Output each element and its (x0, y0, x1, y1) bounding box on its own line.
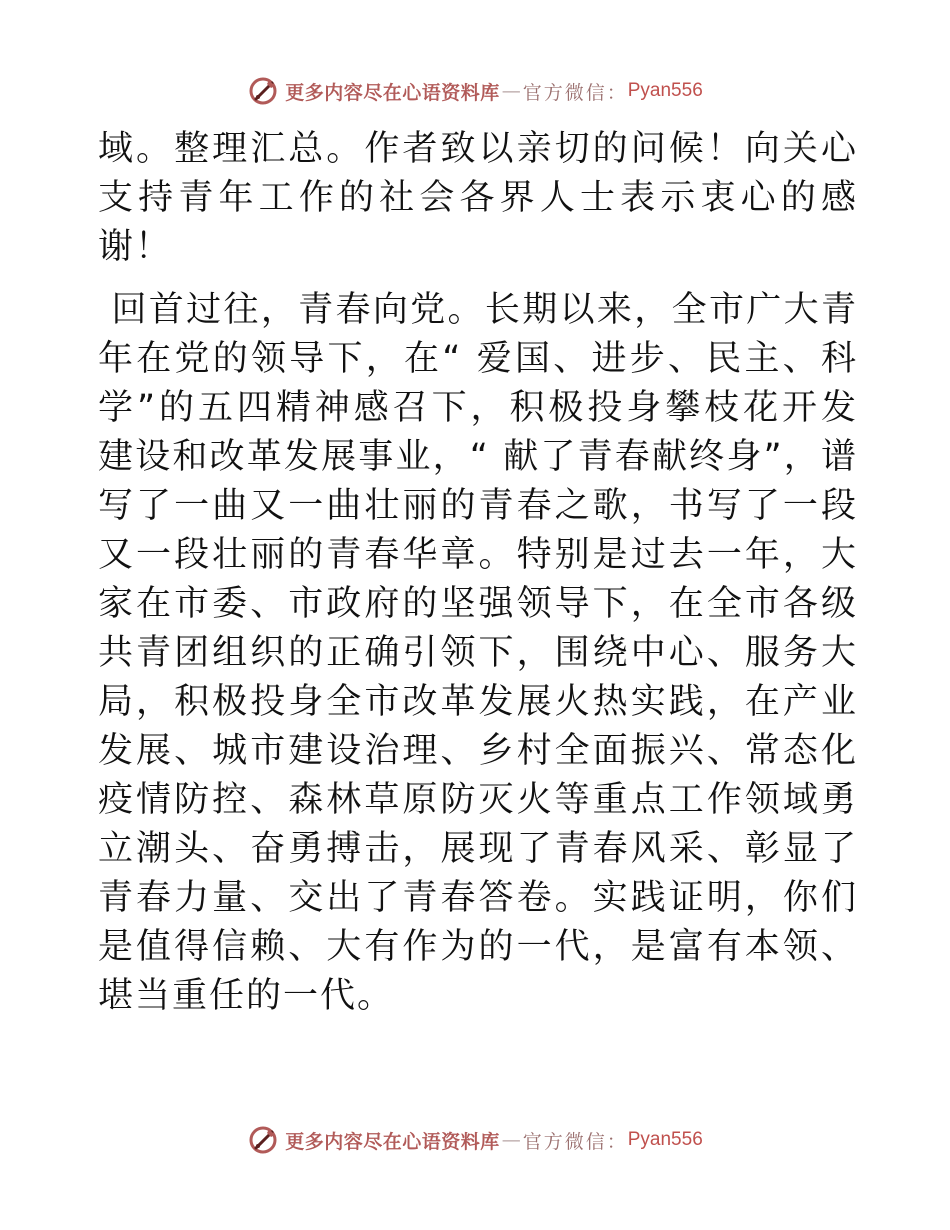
paragraph-1: 域。整理汇总。作者致以亲切的问候！向关心支持青年工作的社会各界人士表示衷心的感谢！ (98, 129, 858, 267)
pen-logo-icon (247, 1123, 281, 1157)
header-brand-text: 更多内容尽在心语资料库 (285, 81, 500, 104)
footer-banner (0, 1120, 950, 1160)
body-text (98, 125, 858, 1021)
header-wechat-label: 官方微信： (522, 81, 628, 104)
header-banner (0, 71, 950, 111)
footer-separator: — (501, 1129, 521, 1151)
footer-wechat-id: Pyan556 (627, 1129, 703, 1150)
paragraph-2: 回首过往，青春向党。长期以来，全市广大青年在党的领导下，在“ 爱国、进步、民主、科学”的五四精神感召下，积极投身攀枝花开发建设和改革发展事业，“ 献了青春献终身”，谱写了一曲又一曲壮丽的青春之歌，书写了一段又一段壮丽的青春华章。特别是过去一年，大家在市委、市政府的坚强领导下，在全市各级共青团组织的正确引领下，围绕中心、服务大局，积极投身全市改革发展火热实践，在产业发展、城市建设治理、乡村全面振兴、常态化疫情防控、森林草原防灭火等重点工作领域勇立潮头、奋勇搏击，展现了青春风采、彰显了青春力量、交出了青春答卷。实践证明，你们是值得信赖、大有作为的一代，是富有本领、堪当重任的一代。 (98, 290, 858, 1016)
pen-logo-icon (247, 74, 281, 108)
footer-wechat-label: 官方微信： (522, 1130, 628, 1153)
header-separator: — (501, 80, 521, 102)
footer-brand-text: 更多内容尽在心语资料库 (285, 1130, 500, 1153)
header-wechat-id: Pyan556 (627, 80, 703, 101)
